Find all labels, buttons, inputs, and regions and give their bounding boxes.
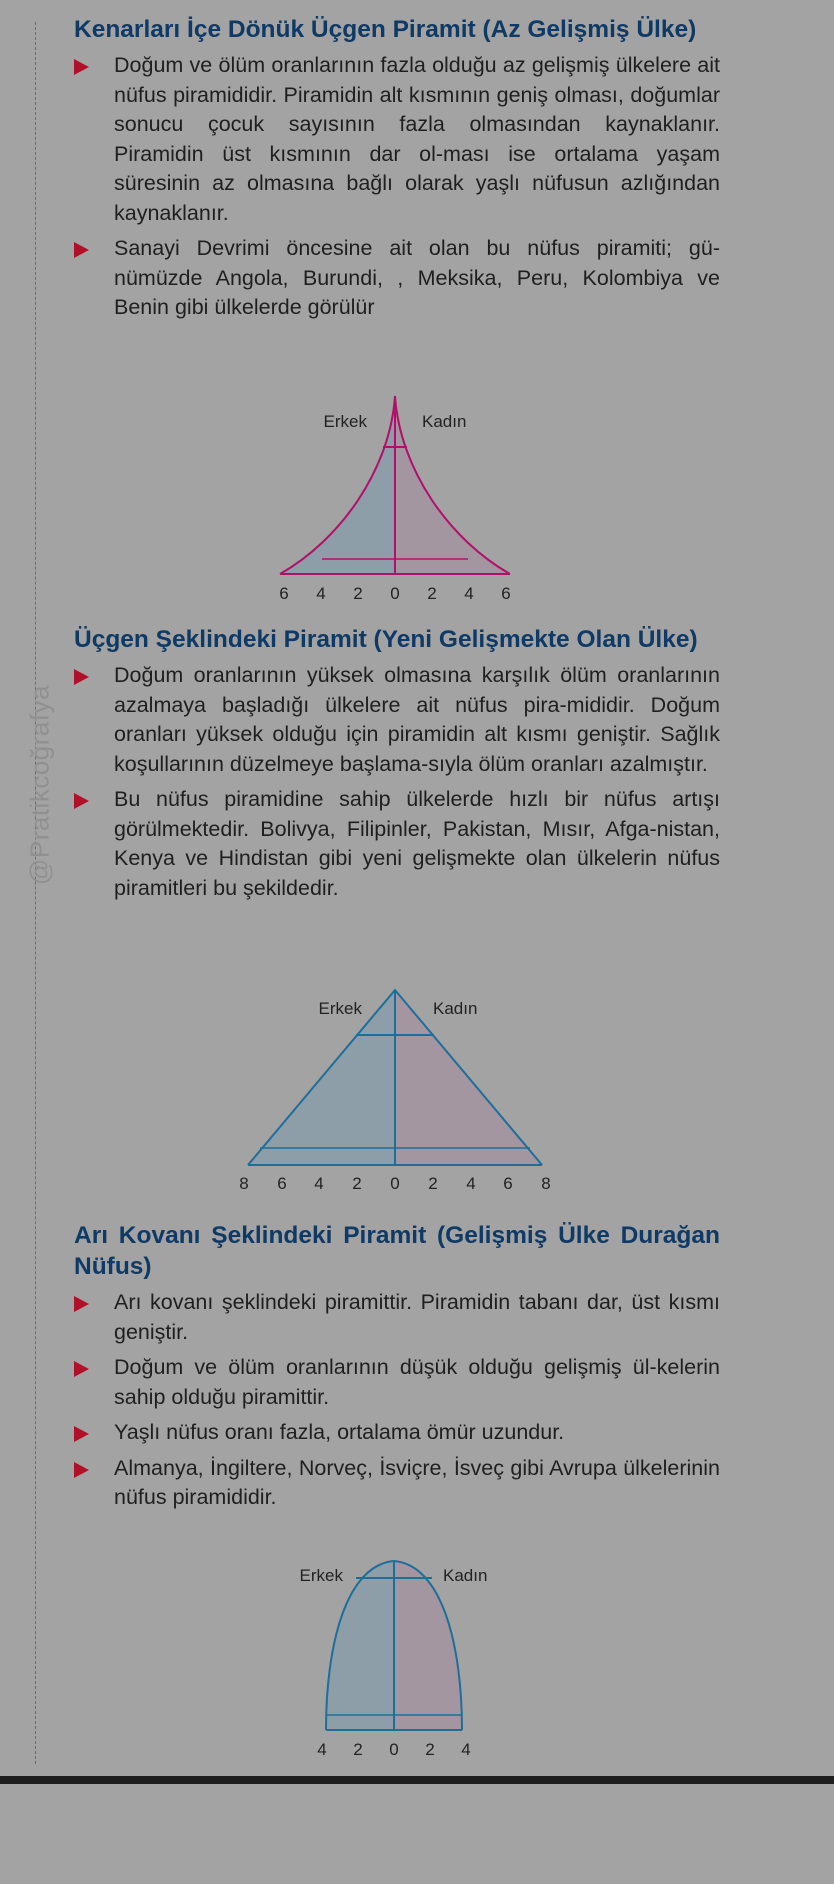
margin-rule <box>35 22 36 1764</box>
section-concave-pyramid <box>74 14 720 329</box>
male-label: Erkek <box>299 1566 343 1585</box>
tick-label: 2 <box>427 584 437 603</box>
section-triangle-pyramid <box>74 624 720 909</box>
tick-label: 0 <box>389 1740 399 1759</box>
tick-label: 4 <box>461 1740 471 1759</box>
section-title: Kenarları İçe Dönük Üçgen Piramit (Az Gelişmiş Ülke) <box>74 16 697 43</box>
bullet-triangle-icon <box>74 1361 89 1377</box>
bullet-triangle-icon <box>74 242 89 258</box>
tick-label: 6 <box>277 1174 287 1193</box>
tick-label: 2 <box>425 1740 435 1759</box>
tick-label: 0 <box>390 584 400 603</box>
female-label: Kadın <box>422 412 467 431</box>
tick-label: 8 <box>541 1174 551 1193</box>
watermark: @Pratikcoğrafya <box>24 684 55 886</box>
female-label: Kadın <box>433 999 478 1018</box>
male-area <box>326 1561 394 1730</box>
bullet-list <box>74 661 720 903</box>
list-item: Sanayi Devrimi öncesine ait olan bu nüfus piramiti; gü-nümüzde Angola, Burundi, , Meksika, Peru, Kolombiya ve Benin gibi ülkelerde görülür <box>74 234 720 323</box>
tick-label: 8 <box>239 1174 249 1193</box>
bullet-triangle-icon <box>74 1296 89 1312</box>
list-item: Doğum ve ölüm oranlarının düşük olduğu gelişmiş ül-kelerin sahip olduğu piramittir. <box>74 1353 720 1412</box>
tick-label: 4 <box>464 584 474 603</box>
list-item: Almanya, İngiltere, Norveç, İsviçre, İsveç gibi Avrupa ülkelerinin nüfus piramididir. <box>74 1454 720 1513</box>
female-area <box>394 1561 462 1730</box>
concave-pyramid-chart <box>270 390 520 610</box>
tick-label: 2 <box>353 1740 363 1759</box>
tick-label: 0 <box>390 1174 400 1193</box>
list-item: Yaşlı nüfus oranı fazla, ortalama ömür uzundur. <box>74 1418 720 1448</box>
tick-label: 2 <box>428 1174 438 1193</box>
section-beehive-pyramid <box>74 1220 720 1519</box>
tick-label: 4 <box>466 1174 476 1193</box>
list-item: Bu nüfus piramidine sahip ülkelerde hızlı bir nüfus artışı görülmektedir. Bolivya, Filipinler, Pakistan, Mısır, Afga-nistan, Kenya ve Hindistan gibi yeni gelişmekte olan ülkelerin nüfus piramitleri bu şekildedir. <box>74 785 720 903</box>
bullet-triangle-icon <box>74 59 89 75</box>
bullet-list <box>74 51 720 323</box>
section-title: Arı Kovanı Şeklindeki Piramit (Gelişmiş Ülke Durağan Nüfus) <box>74 1222 720 1280</box>
beehive-pyramid-chart <box>286 1555 506 1765</box>
bullet-triangle-icon <box>74 1462 89 1478</box>
tick-label: 4 <box>316 584 326 603</box>
tick-label: 4 <box>314 1174 324 1193</box>
list-item: Arı kovanı şeklindeki piramittir. Piramidin tabanı dar, üst kısmı geniştir. <box>74 1288 720 1347</box>
tick-label: 2 <box>352 1174 362 1193</box>
male-label: Erkek <box>323 412 367 431</box>
list-item: Doğum ve ölüm oranlarının fazla olduğu az gelişmiş ülkelere ait nüfus piramididir. Piramidin alt kısmının geniş olması, doğumlar sonucu çocuk sayısının fazla olmasından kaynaklanır. Piramidin üst kısmının dar ol-ması ise ortalama yaşam süresinin az olmasına bağlı olarak yaşlı nüfusun azlığından kaynaklanır. <box>74 51 720 228</box>
bullet-triangle-icon <box>74 1426 89 1442</box>
tick-label: 4 <box>317 1740 327 1759</box>
triangle-pyramid-chart <box>230 985 560 1200</box>
section-title: Üçgen Şeklindeki Piramit (Yeni Gelişmekte Olan Ülke) <box>74 626 698 653</box>
male-label: Erkek <box>318 999 362 1018</box>
bottom-bar <box>0 1776 834 1784</box>
tick-label: 2 <box>353 584 363 603</box>
female-label: Kadın <box>443 1566 488 1585</box>
tick-label: 6 <box>279 584 289 603</box>
list-item: Doğum oranlarının yüksek olmasına karşılık ölüm oranlarının azalmaya başladığı ülkelere ait nüfus pira-mididir. Doğum oranları yüksek olduğu için piramidin alt kısmı geniştir. Sağlık koşullarının düzelmeye başlama-sıyla ölüm oranları azalmıştır. <box>74 661 720 779</box>
tick-label: 6 <box>501 584 511 603</box>
tick-label: 6 <box>503 1174 513 1193</box>
bullet-list <box>74 1288 720 1513</box>
bullet-triangle-icon <box>74 793 89 809</box>
bullet-triangle-icon <box>74 669 89 685</box>
